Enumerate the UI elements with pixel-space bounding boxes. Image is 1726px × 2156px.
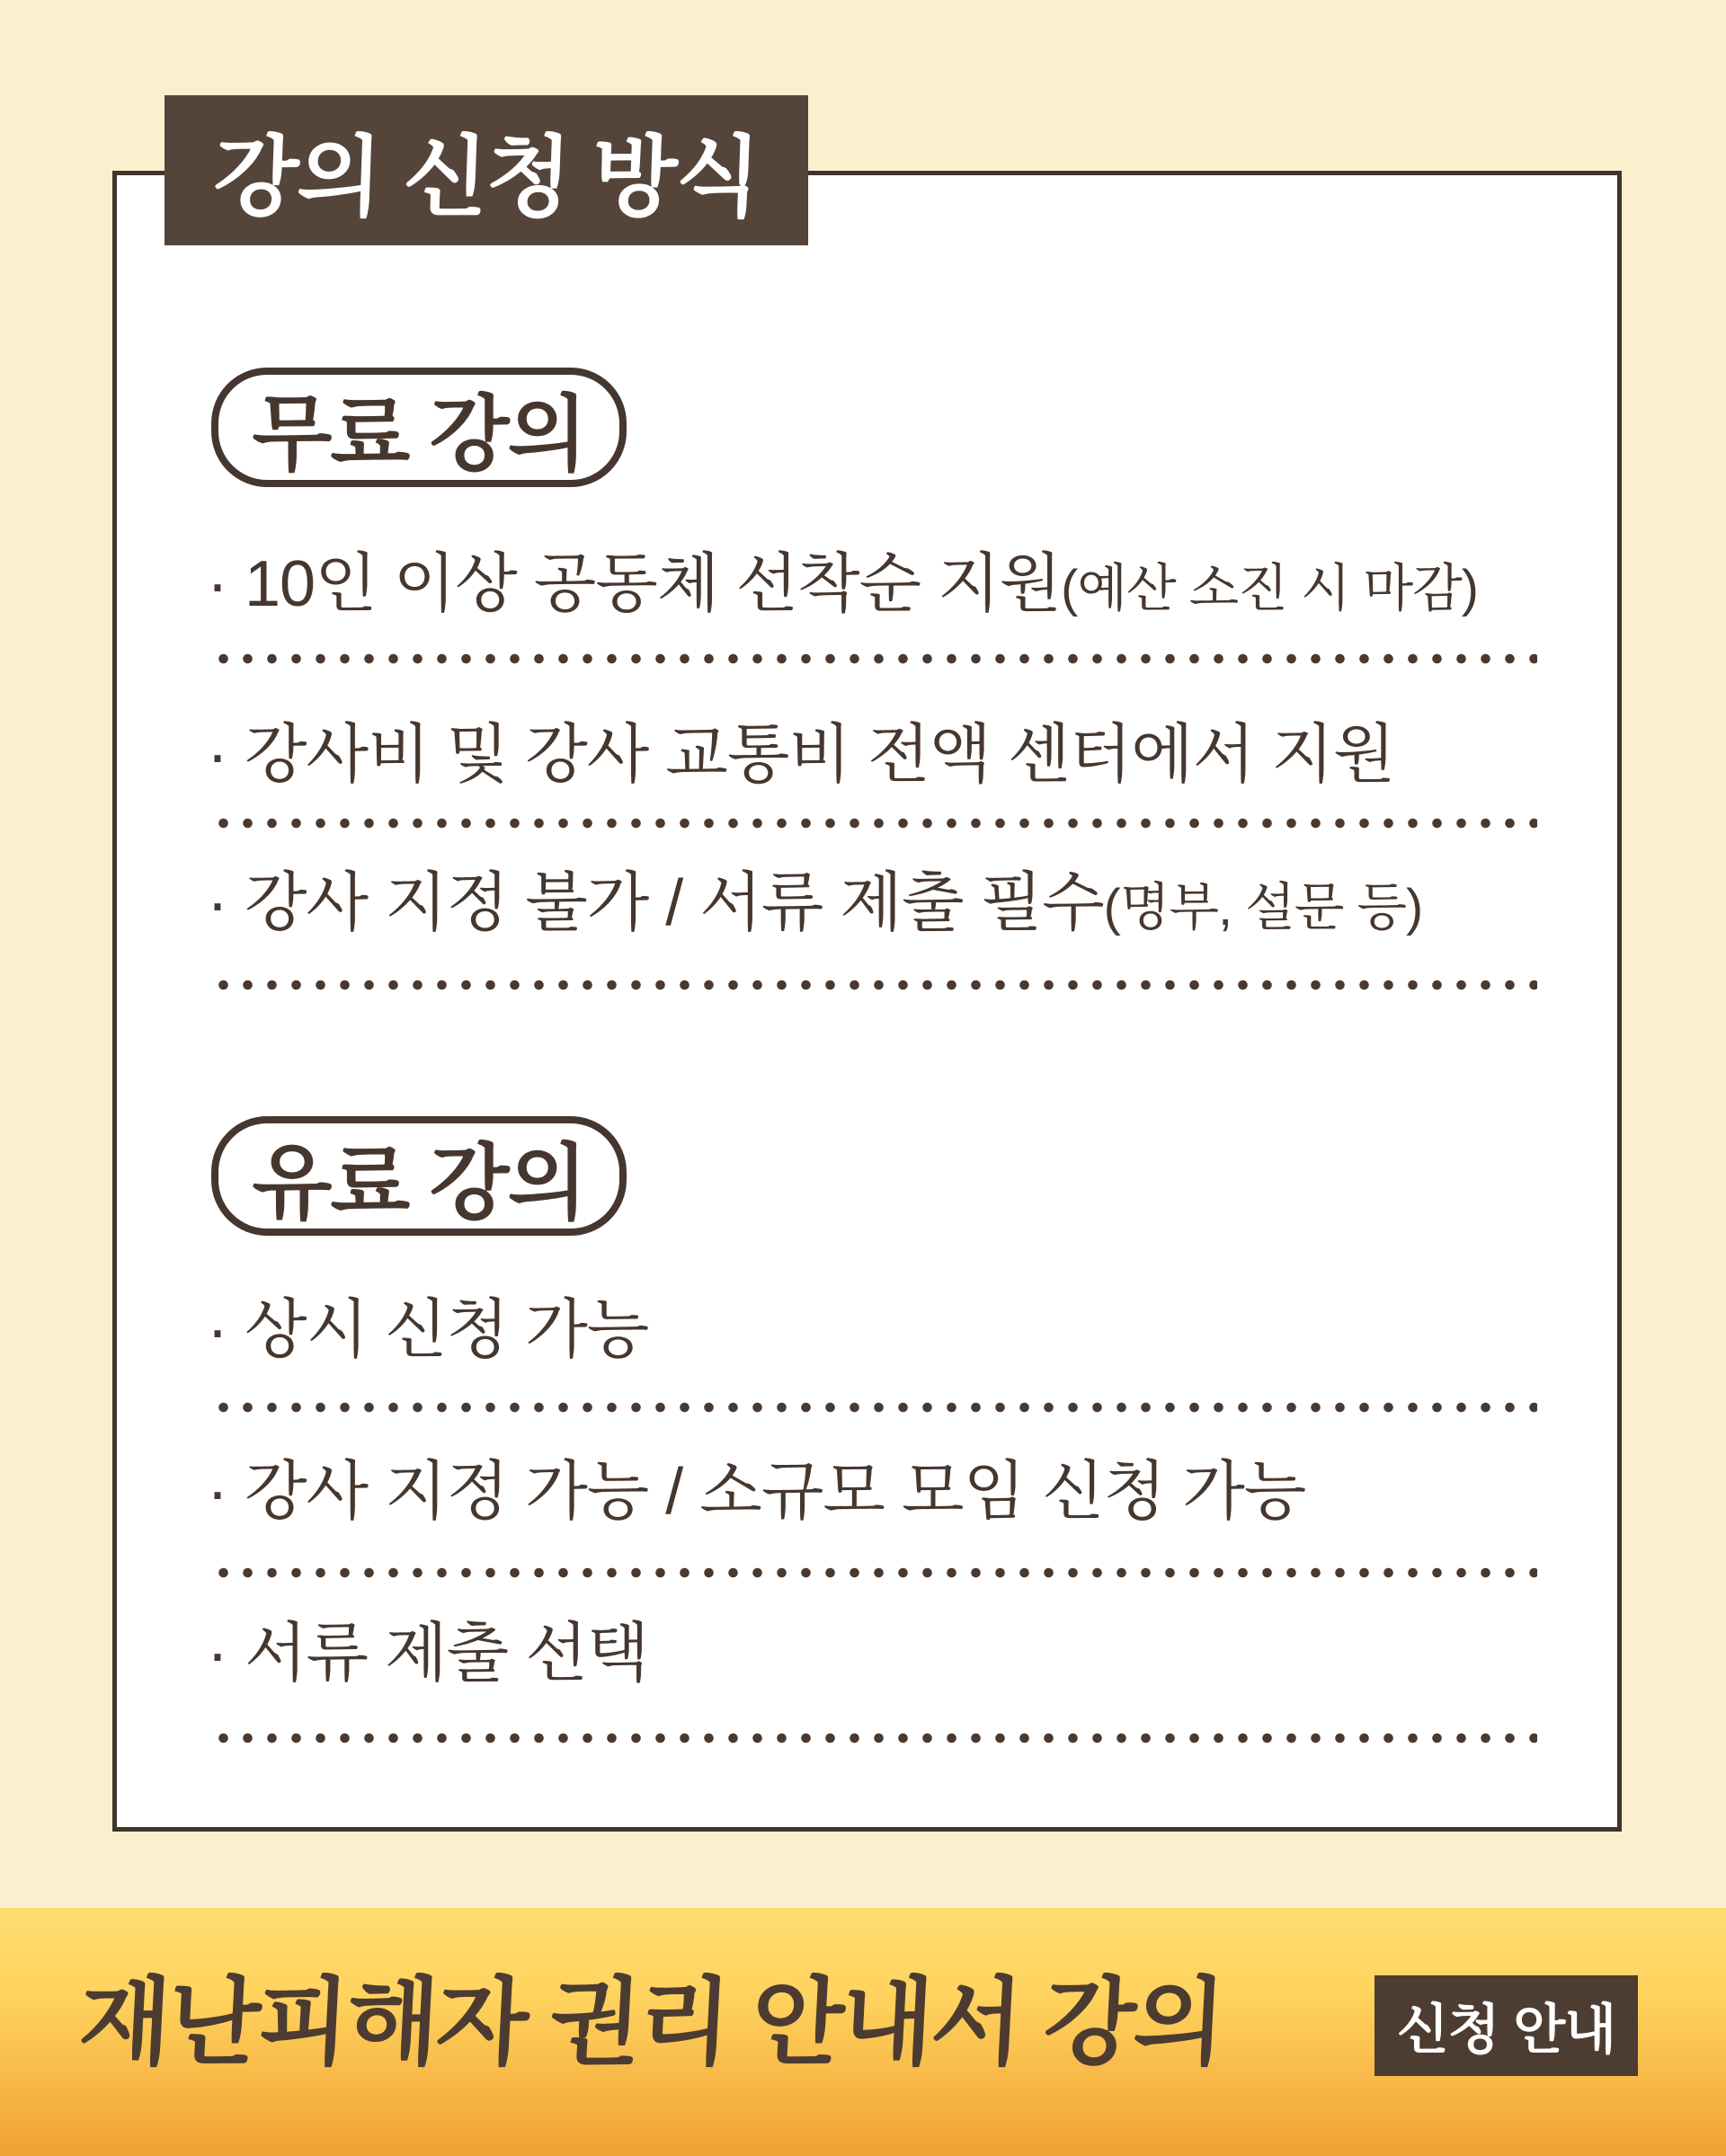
dotted-divider xyxy=(211,1402,1537,1413)
list-item xyxy=(207,858,1422,948)
footer-badge xyxy=(1375,1975,1638,2076)
footer-badge-label: 신청 안내 xyxy=(1396,2000,1616,2060)
list-item-text: · 강사 지정 불가 / 서류 제출 필수 xyxy=(207,867,1104,939)
dotted-divider xyxy=(211,653,1537,664)
list-item xyxy=(207,1447,1305,1537)
list-item-text: · 강사비 및 강사 교통비 전액 센터에서 지원 xyxy=(207,719,1395,791)
paid-lecture-badge xyxy=(211,1116,627,1236)
free-lecture-badge xyxy=(211,368,627,487)
dotted-divider xyxy=(211,1567,1537,1578)
footer-title: 재난피해자 권리 안내서 강의 xyxy=(76,1970,1226,2076)
header-badge xyxy=(165,95,808,245)
list-item xyxy=(207,539,1478,629)
dotted-divider xyxy=(211,818,1537,829)
list-item xyxy=(207,710,1394,800)
list-item-text: · 서류 제출 선택 xyxy=(207,1618,649,1690)
content-card xyxy=(112,171,1622,1832)
list-item-note: (명부, 설문 등) xyxy=(1103,879,1423,936)
paid-lecture-badge-label: 유료 강의 xyxy=(252,1137,586,1229)
free-lecture-badge-label: 무료 강의 xyxy=(252,388,586,481)
list-item-text: · 강사 지정 가능 / 소규모 모임 신청 가능 xyxy=(207,1456,1306,1528)
list-item-text: · 상시 신청 가능 xyxy=(207,1294,649,1366)
header-badge-label: 강의 신청 방식 xyxy=(211,128,761,226)
footer-band xyxy=(0,1908,1726,2156)
dotted-divider xyxy=(211,980,1537,990)
dotted-divider xyxy=(211,1733,1537,1743)
list-item xyxy=(207,1609,648,1699)
list-item xyxy=(207,1285,648,1375)
list-item-note: (예산 소진 시 마감) xyxy=(1061,560,1478,617)
list-item-text: · 10인 이상 공동체 선착순 지원 xyxy=(207,548,1062,620)
